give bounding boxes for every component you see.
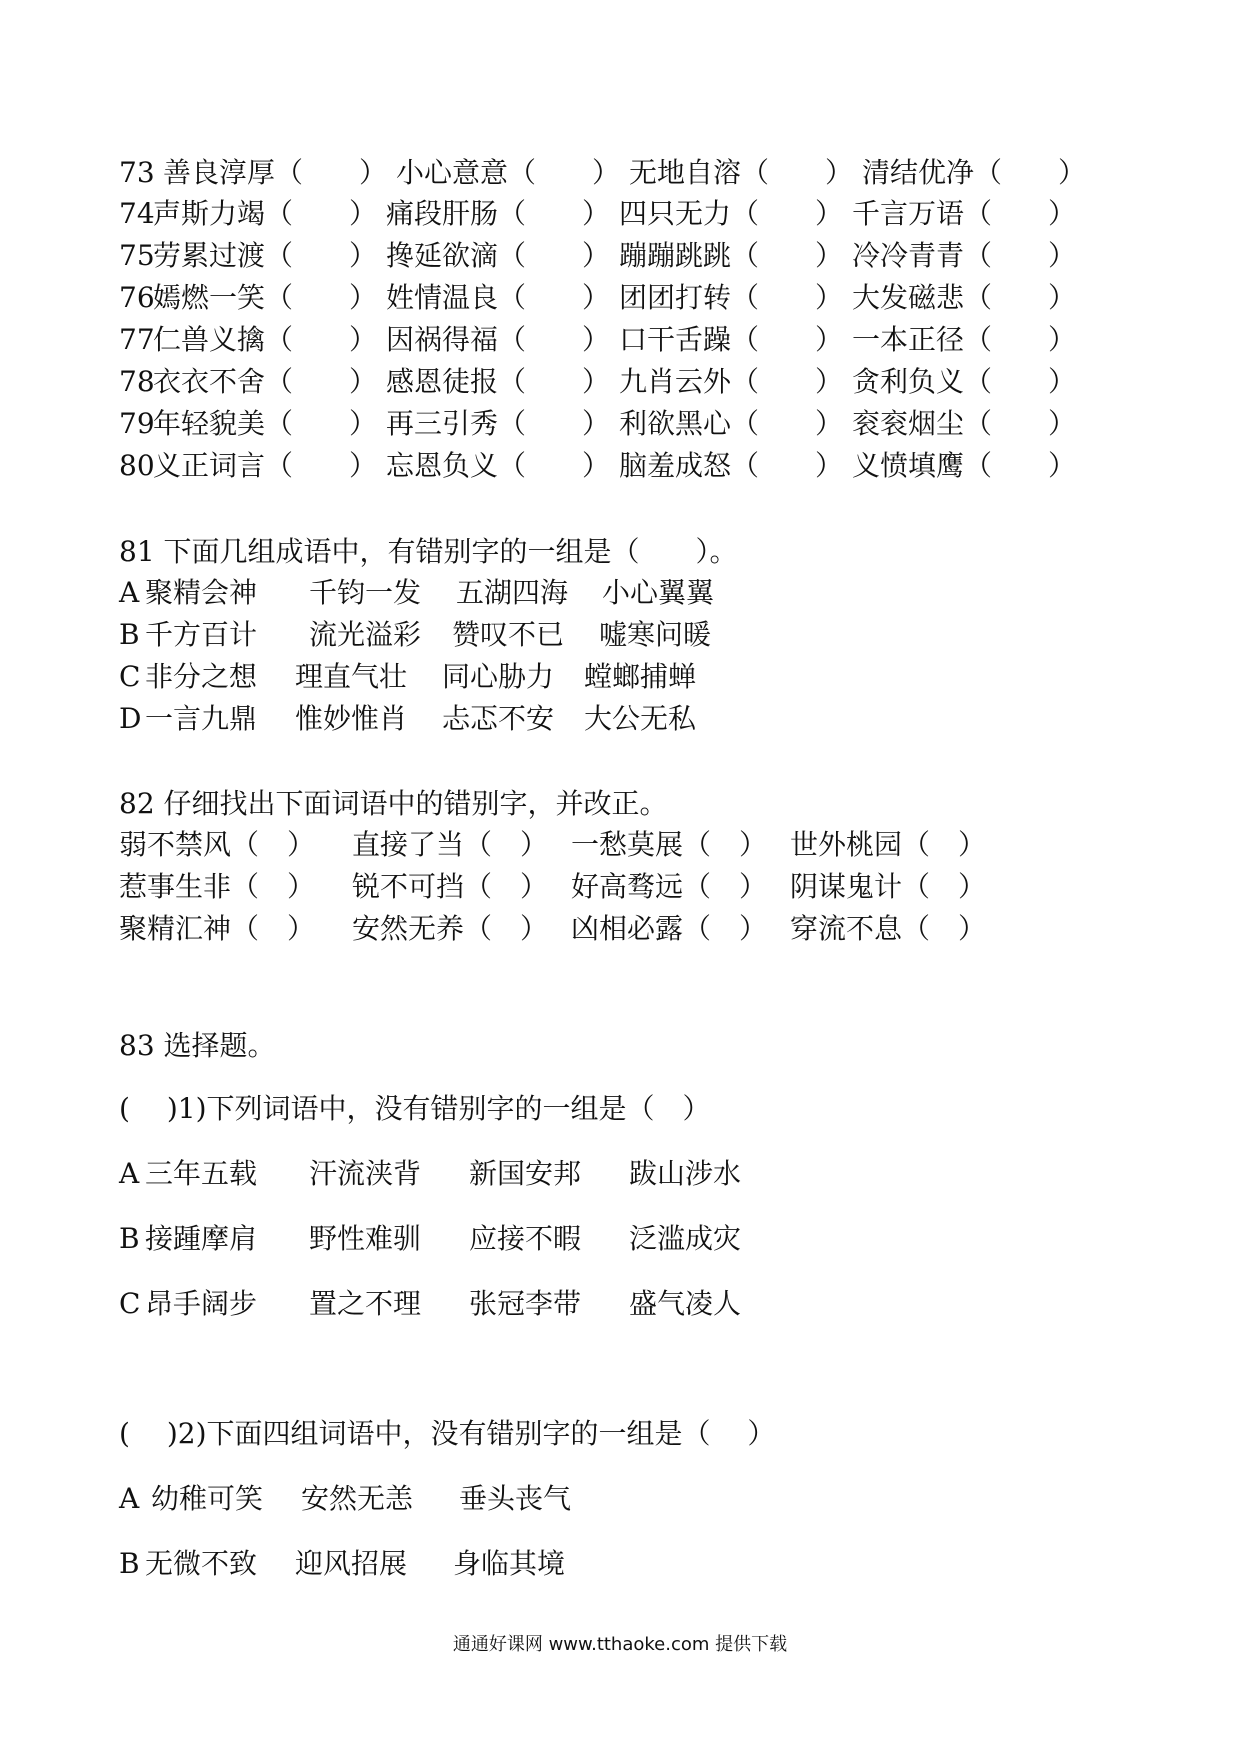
- word-item: 穿流不息（ ）: [790, 912, 987, 945]
- idiom-item: 冷冷青青（ ）: [852, 239, 1077, 272]
- option-item: 聚精会神: [145, 576, 258, 609]
- idiom-item: 因祸得福（ ）: [386, 323, 611, 356]
- question-81-stem: 81 下面几组成语中，有错别字的一组是（ ）。: [119, 535, 738, 568]
- word-item: 弱不禁风（ ）: [119, 828, 316, 861]
- row-number: 80: [119, 449, 155, 482]
- question-83-1-stem: ( )1)下列词语中，没有错别字的一组是（ ）: [119, 1092, 711, 1125]
- option-item: 三年五载: [145, 1157, 258, 1190]
- word-item: 锐不可挡（ ）: [352, 870, 549, 903]
- option-item: 幼稚可笑: [151, 1482, 264, 1515]
- word-item: 一愁莫展（ ）: [571, 828, 768, 861]
- word-item: 阴谋鬼计（ ）: [790, 870, 987, 903]
- idiom-item: 脑羞成怒（ ）: [619, 449, 844, 482]
- row-number: 74: [119, 197, 155, 230]
- row-number: 78: [119, 365, 155, 398]
- option-item: 新国安邦: [469, 1157, 582, 1190]
- option-item: 昂手阔步: [145, 1287, 258, 1320]
- word-item: 聚精汇神（ ）: [119, 912, 316, 945]
- word-item: 直接了当（ ）: [352, 828, 549, 861]
- option-item: 垂头丧气: [459, 1482, 572, 1515]
- idiom-item: 搀延欲滴（ ）: [386, 239, 611, 272]
- idiom-item: 衮衮烟尘（ ）: [852, 407, 1077, 440]
- option-label: B: [119, 1547, 140, 1580]
- idiom-item: 无地自溶（ ）: [629, 156, 854, 189]
- option-item: 汗流浃背: [309, 1157, 422, 1190]
- question-83-2-stem: ( )2)下面四组词语中，没有错别字的一组是（ ）: [119, 1417, 776, 1450]
- option-label: A: [119, 1157, 140, 1190]
- idiom-item: 蹦蹦跳跳（ ）: [619, 239, 844, 272]
- idiom-item: 义愤填鹰（ ）: [852, 449, 1077, 482]
- row-number: 76: [119, 281, 155, 314]
- row-number: 77: [119, 323, 155, 356]
- idiom-item: 仁兽义擒（ ）: [153, 323, 378, 356]
- idiom-item: 忘恩负义（ ）: [386, 449, 611, 482]
- idiom-item: 声斯力竭（ ）: [153, 197, 378, 230]
- option-item: 流光溢彩: [309, 618, 422, 651]
- question-83-stem: 83 选择题。: [119, 1029, 276, 1062]
- option-item: 一言九鼎: [145, 702, 258, 735]
- option-item: 五湖四海: [456, 576, 569, 609]
- option-item: 千钧一发: [309, 576, 422, 609]
- option-item: 身临其境: [453, 1547, 566, 1580]
- idiom-item: 嫣燃一笑（ ）: [153, 281, 378, 314]
- option-item: 小心翼翼: [602, 576, 715, 609]
- idiom-item: 千言万语（ ）: [852, 197, 1077, 230]
- row-number: 75: [119, 239, 155, 272]
- row-number: 79: [119, 407, 155, 440]
- idiom-item: 痛段肝肠（ ）: [386, 197, 611, 230]
- idiom-item: 四只无力（ ）: [619, 197, 844, 230]
- option-item: 非分之想: [145, 660, 258, 693]
- idiom-item: 贪利负义（ ）: [852, 365, 1077, 398]
- option-item: 迎风招展: [295, 1547, 408, 1580]
- idiom-item: 团团打转（ ）: [619, 281, 844, 314]
- option-item: 惟妙惟肖: [295, 702, 408, 735]
- word-item: 世外桃园（ ）: [790, 828, 987, 861]
- row-number: 73: [119, 156, 155, 189]
- option-label: B: [119, 1222, 140, 1255]
- option-item: 盛气凌人: [629, 1287, 742, 1320]
- word-item: 好高骛远（ ）: [571, 870, 768, 903]
- idiom-item: 劳累过渡（ ）: [153, 239, 378, 272]
- option-label: D: [119, 702, 142, 735]
- option-item: 忐忑不安: [442, 702, 555, 735]
- option-item: 应接不暇: [469, 1222, 582, 1255]
- idiom-item: 口干舌躁（ ）: [619, 323, 844, 356]
- idiom-item: 再三引秀（ ）: [386, 407, 611, 440]
- option-item: 接踵摩肩: [145, 1222, 258, 1255]
- idiom-item: 年轻貌美（ ）: [153, 407, 378, 440]
- option-item: 千方百计: [145, 618, 258, 651]
- page-footer: 通通好课网 www.tthaoke.com 提供下载: [452, 1634, 788, 1655]
- idiom-item: 一本正径（ ）: [852, 323, 1077, 356]
- word-item: 惹事生非（ ）: [119, 870, 316, 903]
- option-item: 泛滥成灾: [629, 1222, 742, 1255]
- option-label: A: [119, 576, 140, 609]
- word-item: 安然无养（ ）: [352, 912, 549, 945]
- option-item: 赞叹不已: [452, 618, 565, 651]
- idiom-item: 衣衣不舍（ ）: [153, 365, 378, 398]
- option-item: 跋山涉水: [629, 1157, 742, 1190]
- option-item: 螳螂捕蝉: [584, 660, 697, 693]
- option-item: 安然无恙: [301, 1482, 414, 1515]
- idiom-item: 感恩徒报（ ）: [386, 365, 611, 398]
- idiom-item: 利欲黑心（ ）: [619, 407, 844, 440]
- option-label: A: [119, 1482, 140, 1515]
- idiom-item: 义正词言（ ）: [153, 449, 378, 482]
- option-item: 同心胁力: [442, 660, 555, 693]
- idiom-item: 姓情温良（ ）: [386, 281, 611, 314]
- option-item: 张冠李带: [469, 1287, 582, 1320]
- idiom-item: 善良淳厚（ ）: [163, 156, 388, 189]
- option-item: 置之不理: [309, 1287, 422, 1320]
- option-item: 嘘寒问暖: [599, 618, 712, 651]
- option-item: 无微不致: [145, 1547, 258, 1580]
- idiom-item: 小心意意（ ）: [396, 156, 621, 189]
- question-82-stem: 82 仔细找出下面词语中的错别字，并改正。: [119, 787, 668, 820]
- option-label: C: [119, 660, 141, 693]
- idiom-item: 九肖云外（ ）: [619, 365, 844, 398]
- option-label: B: [119, 618, 140, 651]
- option-item: 野性难驯: [309, 1222, 422, 1255]
- option-label: C: [119, 1287, 141, 1320]
- option-item: 理直气壮: [295, 660, 408, 693]
- idiom-item: 清结优净（ ）: [862, 156, 1087, 189]
- idiom-item: 大发磁悲（ ）: [852, 281, 1077, 314]
- option-item: 大公无私: [584, 702, 697, 735]
- word-item: 凶相必露（ ）: [571, 912, 768, 945]
